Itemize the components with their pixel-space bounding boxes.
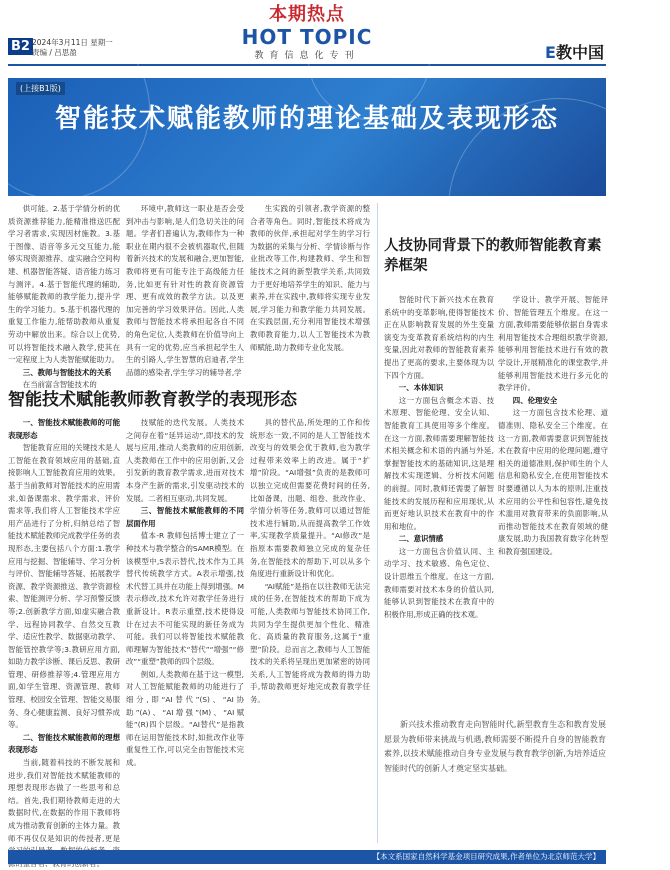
article-column-1: [8, 203, 120, 390]
paragraph: 技赋能的迭代发展。人类技术之间存在着“延异运动”,即技术的发展与应用,推动人类教师的应用创新,人类教师在工作中的应用创新,又会引发新的教育教学需求,进而对技术本身产生新的需求,引发驱动技术的发展。二者相互驱动,共同发展。: [126, 418, 244, 503]
sidebar-column-2: [498, 294, 608, 714]
paragraph: 这一方面包含价值认同、主动学习、技术敏感、角色定位、设计思维五个维度。在这一方面,教师需要对技术本身的价值认同,能够认识到智能技术在教育中的积极作用,形成正确的技术观。: [384, 546, 494, 619]
paragraph: 生实践的引领者,教学资源的整合者等角色。同时,智能技术将成为教师的伙伴,承担起对学生的学习行为数据的采集与分析、学情诊断与作业批改等工作,构建教师、学生和智能技术之间的新型教学关系,共同致力于更好地培养学生的知识、能力与素养,并在实践中,教师将实现专业发展,学习能力和教学能力共同发展。在实践层面,充分利用智能技术增强教师教育能力,以人工智能技术为教师赋能,助力教师专业化发展。: [250, 204, 370, 352]
subheading: 四、伦理安全: [512, 395, 558, 405]
section-title-en: HOT TOPIC: [241, 25, 373, 49]
paragraph: 供可能。2.基于学情分析的优质资源推荐能力,能精准推送匹配学习者需求,实现因材施教。3.基于图像、语音等多元交互能力,能够实现资源推荐、虚实融合空间构建、机器智能答疑、语音能力练习与测评。4.基于智能代理的辅助,能够赋能教师的教学能力,提升学生的学习能力。5.基于机器代理的重复工作能力,能帮助教师从重复劳动中解放出来。综合以上优势,可以将智能技术融入教学,使其在一定程度上为人类智能赋能助力。: [8, 204, 120, 365]
article-column-2: [126, 203, 244, 377]
headline: 智能技术赋能教师的理论基础及表现形态: [54, 104, 559, 134]
paragraph: 智能教育应用的关键技术是人工智能在教育领域应用的基础,直接影响人工智能教育应用的效果。基于当前教师对智能技术的应用需求,如备课需求、教学需求、评价需求等,我们将人工智能技术学应用产品进行了分析,归纳总结了智能技术赋能教师完成教学任务的表现形态,主要包括八个方面:1.教学应用与挖掘、智能辅导、学习分析与评价、智能辅导答疑、拓展教学资源、教学资源推送、教学资源检索、智能测评分析、学习预警反馈等;2.创新教学方面,如虚实融合教学、远程协同教学、自然交互教学、适应性教学、数据驱动教学、智能管控教学等;3.教研应用方面,如助力教学诊断、课后反思、教研管理、研修推荐等;4.管理应用方面,如学生管理、资源管理、教师管理、校园安全管理、智能交易服务、身心健康监测、良好习惯养成等。: [8, 443, 120, 730]
article-column-5: [126, 417, 244, 862]
column-divider: [377, 203, 378, 843]
subheading: 二、意识情感: [398, 534, 444, 544]
section-title-cn: 本期热点: [269, 4, 345, 25]
supplement-tagline: 教育信息化专刊: [254, 51, 360, 61]
page-number-badge: B2: [8, 38, 33, 55]
publication-logo: [545, 40, 604, 63]
paragraph: 例如,人类教师在基于这一模型,对人工智能赋能教师的功能进行了细分,即“AI替代”(S)、“AI协助”(A)、“AI增强”(M)、“AI赋能”(R)四个层级。“AI替代”是指教师在运用智能技术时,如批改作业等重复性工作,可以完全由智能技术完成。: [126, 669, 244, 768]
paragraph: 这一方面包含技术伦理、道德准则、隐私安全三个维度。在这一方面,教师需要意识到智能技术在教育中应用的伦理问题,遵守相关的道德准则,保护师生的个人信息和隐私安全,在使用智能技术时要遵循以人为本的原则,注重技术应用的公平性和包容性,避免技术滥用对教育带来的负面影响,从而推动智能技术在教育领域的健康发展,助力我国教育数字化转型和教育强国建设。: [498, 408, 608, 556]
paragraph: 当前,随着科技的不断发展和进步,我们对智能技术赋能教师的理想表现形态做了一些思考和总结。首先,我们期待教师走进的大数据时代,在数据的作用下教师将成为推动教育创新的主体力量。教师不再仅仅是知识的传授者,更是: [8, 758, 120, 843]
logo-text: 教中国: [555, 43, 604, 62]
sidebar-article-title: 人技协同背景下的教师智能教育素养框架: [384, 238, 602, 274]
paragraph: 环境中,教师这一职业是否会受到冲击与影响,是人们急切关注的问题。学者们普遍认为,教师作为一种职业在期内很不会被机器取代,但随着新兴技术的发展和融合,更加智能,教师将更有可能专注于高级能力任务,比如更有针对性的教育资源管理、更有成效的教学方法。以及更加完善的学习效果评估。因此,人类教师与智能技术将承担起各自不同的角色定位,人类教师在价值导向上具有一定的优势,应当承担起学生人生的引路人,学生智慧的启迪者,学生品德的感染者,学生学习的辅导者,学: [126, 204, 244, 377]
section-heading: 智能技术赋能教师教育教学的表现形态: [8, 390, 297, 410]
subheading: 一、本体知识: [398, 383, 444, 393]
paragraph: 智能时代下新兴技术在教育系统中的变革影响,使得智能技术正在从影响教育发展的外生变量演变为变革教育系统结构的内生变量,因此对教师的智能教育素养提出了更高的要求,主要体现为以下四个方面。: [384, 295, 494, 380]
subheading: 三、教师与智能技术的关系: [22, 367, 112, 377]
paragraph: 值本-R 教师包括博士建立了一种技术与教学整合的SAMR模型。在该模型中,S表示替代,技术作为工具替代传统教学方式。A表示增强,技术代替工具并在功能上得到增强。M表示修改,技术允许对教学任务进行重新设计。R表示重塑,技术使得设计在过去不可能实现的新任务成为可能。我们可以将智能技术赋能教师理解为智能技术“替代”“增强”“修改”“重塑”教师的四个层级。: [126, 531, 244, 667]
article-column-4: [8, 417, 120, 862]
issue-date: 2024年3月11日 星期一: [32, 38, 113, 47]
paragraph: 在当前富含智能技术的: [22, 380, 97, 390]
paragraph: “AI赋能”是指在以往教师无法完成的任务,在智能技术的帮助下成为可能,人类教师与智能技术协同工作,共同为学生提供更加个性化、精准化、高质量的教育服务,这属于“重塑”阶段。总而言之,教师与人工智能技术的关系将呈现出更加紧密的协同关系,人工智能将成为教师的得力助手,帮助教师更好地完成教育教学任务。: [250, 581, 370, 705]
logo-prefix: E: [545, 43, 556, 62]
article-column-3: [250, 203, 370, 368]
subheading: 二、智能技术赋能教师的理想表现形态: [8, 732, 120, 755]
article-column-6: [250, 417, 370, 862]
paragraph: 具的替代品,所处理的工作和传统形态一致,不同的是人工智能技术改变与的效果会优于教师,也为教学过程带来效率上的改进。属于“扩增”阶段。“AI增强”负责的是教师可以独立完成但需要花费时间的任务,比如备课、出题、组卷、批改作业、学情分析等任务,教师可以通过智能技术进行辅助,从而提高教学工作效率,实现教学质量提升。“AI修改”是指原本需要教师独立完成的复杂任务,在智能技术的帮助下,可以从多个角度进行重新设计和优化。: [250, 418, 370, 579]
continued-from-tag: (上接B1版): [16, 82, 65, 95]
headline-banner: [8, 78, 606, 196]
paragraph: 学设计、教学开展、智能评价、智能管理五个维度。在这一方面,教师需要能够依据自身需求利用智能技术合理组织教学资源,能够利用智能技术进行有效的教学设计,开展精准化的课堂教学,并能够利用智能技术进行多元化的教学评价。: [498, 295, 608, 393]
sidebar-column-1: [384, 294, 494, 714]
footer-credit: 【本文系国家自然科学基金项目研究成果,作者单位为北京师范大学】: [8, 850, 606, 864]
subheading: 一、智能技术赋能教师的可能表现形态: [8, 418, 120, 440]
paragraph: 这一方面包含概念术语、技术原理、智能伦理、安全认知、智能教育工具使用等多个维度。在这一方面,教师需要理解智能技术相关概念和术语的内涵与外延,掌握智能技术的基础知识,这是理解技术实现逻辑、分析技术问题的前提。同时,教师还需要了解智能技术的发展历程和应用现状,从而更好地认识技术在教育中的作用和地位。: [384, 395, 494, 531]
subheading: 三、智能技术赋能教师的不同层面作用: [126, 506, 244, 528]
closing-summary: 新兴技术推动教育走向智能时代,新型教育生态和教育发展愿景为教师带来挑战与机遇,教师需要不断提升自身的智能教育素养,以技术赋能推动自身专业发展与教育教学创新,为培养适应智能时代的创新人才奠定坚实基础。: [384, 720, 606, 773]
editor-credit: 责编 / 吕思盈: [32, 48, 77, 57]
